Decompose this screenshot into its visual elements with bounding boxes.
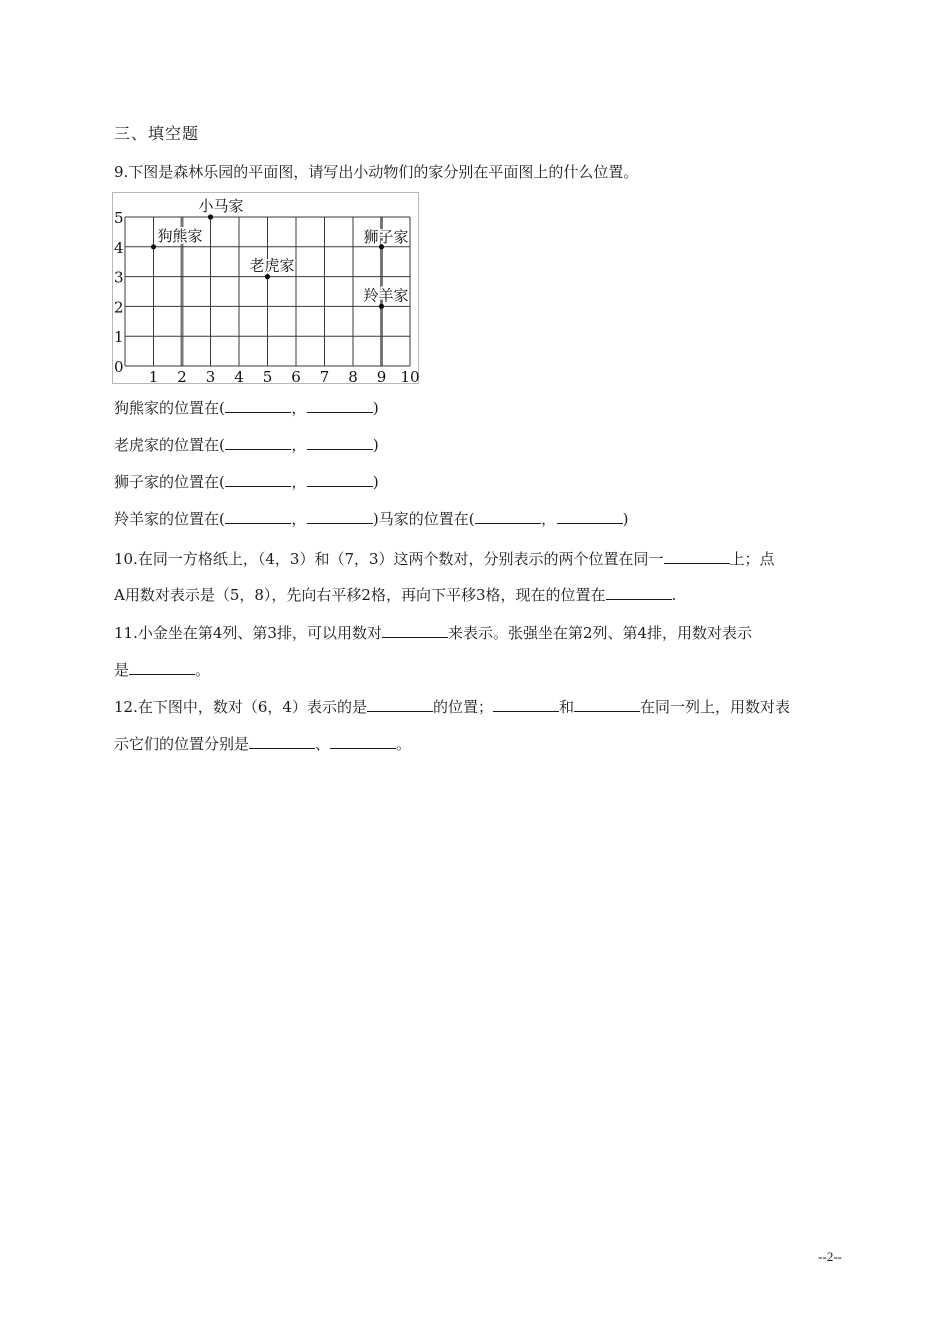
q9-answer-bear xyxy=(114,398,379,418)
tiger-prefix: 老虎家的位置在( xyxy=(114,436,225,454)
point-marker xyxy=(151,244,156,249)
y-tick-label: 2 xyxy=(114,298,124,317)
q10-text-c: A用数对表示是（5，8），先向右平移2格，再向下平移3格，现在的位置在 xyxy=(114,586,606,604)
q11-text-b: 来表示。张强坐在第2列、第4排，用数对表示 xyxy=(447,624,753,642)
y-tick-label: 4 xyxy=(114,238,124,257)
point-marker xyxy=(379,304,384,309)
y-tick-label: 1 xyxy=(114,328,124,347)
antelope-prefix: 羚羊家的位置在( xyxy=(114,510,225,528)
q10-text-d: . xyxy=(671,586,677,604)
x-tick-label: 4 xyxy=(234,368,244,385)
bear-suffix: ) xyxy=(372,399,379,417)
x-tick-label: 7 xyxy=(319,368,330,385)
q12-text-d: 在同一列上，用数对表 xyxy=(639,698,790,716)
q12-blank-3[interactable] xyxy=(574,697,640,712)
bear-y-blank[interactable] xyxy=(307,398,373,413)
q12-text-b: 的位置； xyxy=(432,698,493,716)
x-tick-label: 9 xyxy=(376,368,387,385)
x-tick-label: 6 xyxy=(291,368,301,385)
q12-text-g: 。 xyxy=(396,735,412,753)
q9-answer-lion xyxy=(114,472,379,492)
x-tick-label: 10 xyxy=(400,368,420,385)
point-label: 狮子家 xyxy=(363,227,409,246)
lion-x-blank[interactable] xyxy=(225,472,291,487)
bear-prefix: 狗熊家的位置在( xyxy=(114,399,225,417)
tiger-sep: ， xyxy=(291,436,307,454)
tiger-suffix: ) xyxy=(372,436,379,454)
forest-park-map xyxy=(112,192,419,384)
q12-blank-5[interactable] xyxy=(330,734,396,749)
point-marker xyxy=(208,214,213,219)
y-tick-label: 3 xyxy=(114,268,124,287)
point-marker xyxy=(265,274,270,279)
antelope-suffix: ) xyxy=(372,510,379,528)
q10-blank-1[interactable] xyxy=(664,549,730,564)
q11-blank-2[interactable] xyxy=(129,660,195,675)
y-tick-label: 5 xyxy=(114,209,124,227)
q10-line2 xyxy=(114,585,676,605)
q12-text-a: 12.在下图中，数对（6，4）表示的是 xyxy=(114,698,367,716)
page-number: --2-- xyxy=(818,1249,842,1264)
q12-line1 xyxy=(114,697,790,717)
q9-stem: 9.下图是森林乐园的平面图，请写出小动物们的家分别在平面图上的什么位置。 xyxy=(114,163,639,181)
q10-text-b: 上；点 xyxy=(729,550,775,568)
q11-blank-1[interactable] xyxy=(382,623,448,638)
q11-text-a: 11.小金坐在第4列、第3排，可以用数对 xyxy=(114,624,382,642)
y-tick-label: 0 xyxy=(114,358,124,376)
horse-y-blank[interactable] xyxy=(557,509,623,524)
q12-text-f: 、 xyxy=(315,735,331,753)
q12-blank-1[interactable] xyxy=(367,697,433,712)
horse-prefix: 马家的位置在( xyxy=(378,510,475,528)
x-tick-label: 5 xyxy=(262,368,273,385)
bear-x-blank[interactable] xyxy=(225,398,291,413)
point-label: 狗熊家 xyxy=(157,226,203,245)
q9-answer-tiger xyxy=(114,435,379,455)
x-tick-label: 3 xyxy=(205,368,216,385)
x-tick-label: 8 xyxy=(348,368,358,385)
horse-suffix: ) xyxy=(622,510,629,528)
horse-sep: ， xyxy=(541,510,557,528)
point-label: 羚羊家 xyxy=(363,286,409,305)
q11-line2 xyxy=(114,660,210,680)
antelope-sep: ， xyxy=(291,510,307,528)
q9-answer-antelope-horse xyxy=(114,509,628,529)
lion-suffix: ) xyxy=(372,473,379,491)
map-grid-svg xyxy=(113,193,420,385)
q12-text-c: 和 xyxy=(558,698,574,716)
x-tick-label: 2 xyxy=(177,368,187,385)
q12-text-e: 示它们的位置分别是 xyxy=(114,735,250,753)
q12-blank-2[interactable] xyxy=(493,697,559,712)
lion-y-blank[interactable] xyxy=(307,472,373,487)
q11-line1 xyxy=(114,623,752,643)
antelope-x-blank[interactable] xyxy=(225,509,291,524)
x-tick-label: 1 xyxy=(148,368,159,385)
point-label: 小马家 xyxy=(198,197,244,215)
q11-text-d: 。 xyxy=(195,661,211,679)
q10-text-a: 10.在同一方格纸上，（4，3）和（7，3）这两个数对，分别表示的两个位置在同一 xyxy=(114,550,664,568)
q10-line1 xyxy=(114,549,775,569)
lion-sep: ， xyxy=(291,473,307,491)
q12-blank-4[interactable] xyxy=(249,734,315,749)
antelope-y-blank[interactable] xyxy=(307,509,373,524)
bear-sep: ， xyxy=(291,399,307,417)
tiger-x-blank[interactable] xyxy=(225,435,291,450)
point-label: 老虎家 xyxy=(249,256,295,275)
tiger-y-blank[interactable] xyxy=(307,435,373,450)
section-title: 三、填空题 xyxy=(114,124,200,143)
q10-blank-2[interactable] xyxy=(606,585,672,600)
q11-text-c: 是 xyxy=(114,661,130,679)
lion-prefix: 狮子家的位置在( xyxy=(114,473,225,491)
q12-line2 xyxy=(114,734,411,754)
horse-x-blank[interactable] xyxy=(475,509,541,524)
